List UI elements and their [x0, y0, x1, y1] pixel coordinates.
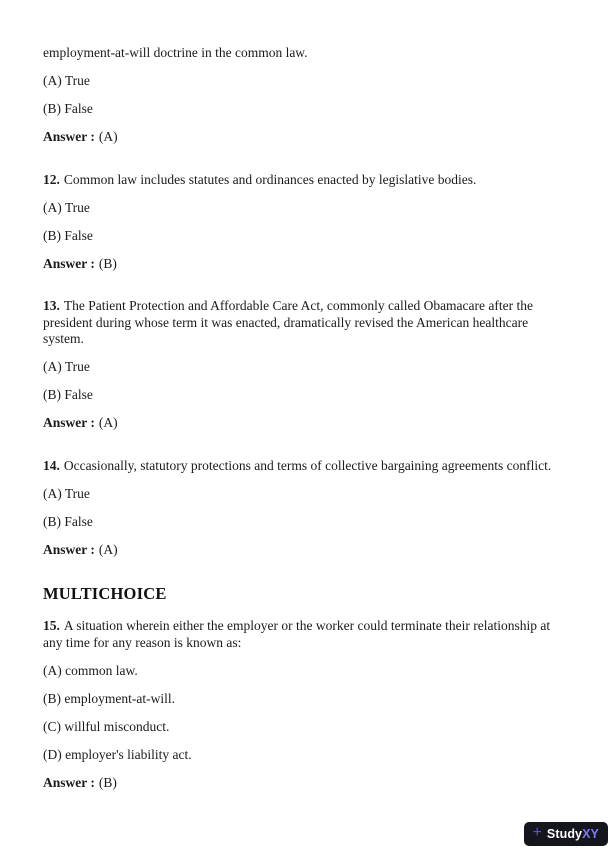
logo-brand-accent: XY: [582, 827, 599, 841]
question-block-13: [43, 298, 570, 432]
answer-line: [43, 256, 570, 273]
option-true: (A) True: [43, 485, 90, 501]
question-number: 14.: [43, 457, 60, 473]
question-body: The Patient Protection and Affordable Care Act, commonly called Obamacare after the president during whose term it was enacted, dramatically revised the American healthcare system.: [43, 298, 533, 346]
answer-line: [43, 129, 570, 146]
question-text: [43, 618, 570, 651]
section-heading: MULTICHOICE: [43, 584, 167, 603]
answer-line: [43, 775, 570, 792]
question-text: [43, 298, 570, 348]
question-body: A situation wherein either the employer or the worker could terminate their relationship at any time for any reason is known as:: [43, 618, 551, 650]
question-body: Common law includes statutes and ordinances enacted by legislative bodies.: [63, 171, 477, 187]
question-block-continuation: [43, 45, 570, 146]
logo-brand-primary: Study: [546, 827, 583, 841]
answer-value: (A): [98, 541, 118, 557]
option-b: (B) employment-at-will.: [43, 690, 175, 706]
question-continuation-text: employment-at-will doctrine in the common law.: [43, 45, 308, 60]
question-number: 15.: [43, 618, 60, 633]
answer-label: Answer :: [43, 774, 95, 790]
answer-line: [43, 542, 570, 559]
logo-brand-text: [547, 827, 599, 841]
option-d: (D) employer's liability act.: [43, 746, 192, 762]
studyxy-logo[interactable]: [524, 822, 608, 846]
option-true: (A) True: [43, 199, 90, 215]
answer-value: (B): [98, 255, 117, 271]
question-text: [43, 172, 570, 189]
question-number: 13.: [43, 298, 60, 313]
answer-value: (A): [98, 415, 118, 430]
answer-label: Answer :: [43, 255, 95, 271]
answer-value: (A): [98, 129, 118, 144]
question-block-12: [43, 172, 570, 273]
question-block-14: [43, 458, 570, 559]
answer-label: Answer :: [43, 415, 95, 430]
question-block-15: [43, 618, 570, 791]
answer-value: (B): [98, 774, 117, 790]
option-a: (A) common law.: [43, 662, 138, 678]
answer-line: [43, 415, 570, 432]
question-body: Occasionally, statutory protections and terms of collective bargaining agreements conflict.: [63, 457, 552, 473]
option-false: (B) False: [43, 101, 93, 116]
option-true: (A) True: [43, 73, 90, 88]
option-false: (B) False: [43, 387, 93, 402]
option-true: (A) True: [43, 359, 90, 374]
option-c: (C) willful misconduct.: [43, 718, 170, 734]
question-text: [43, 458, 570, 475]
option-false: (B) False: [43, 227, 93, 243]
answer-label: Answer :: [43, 129, 95, 144]
question-number: 12.: [43, 171, 60, 187]
answer-label: Answer :: [43, 541, 95, 557]
option-false: (B) False: [43, 513, 93, 529]
plus-icon: +: [532, 824, 542, 841]
